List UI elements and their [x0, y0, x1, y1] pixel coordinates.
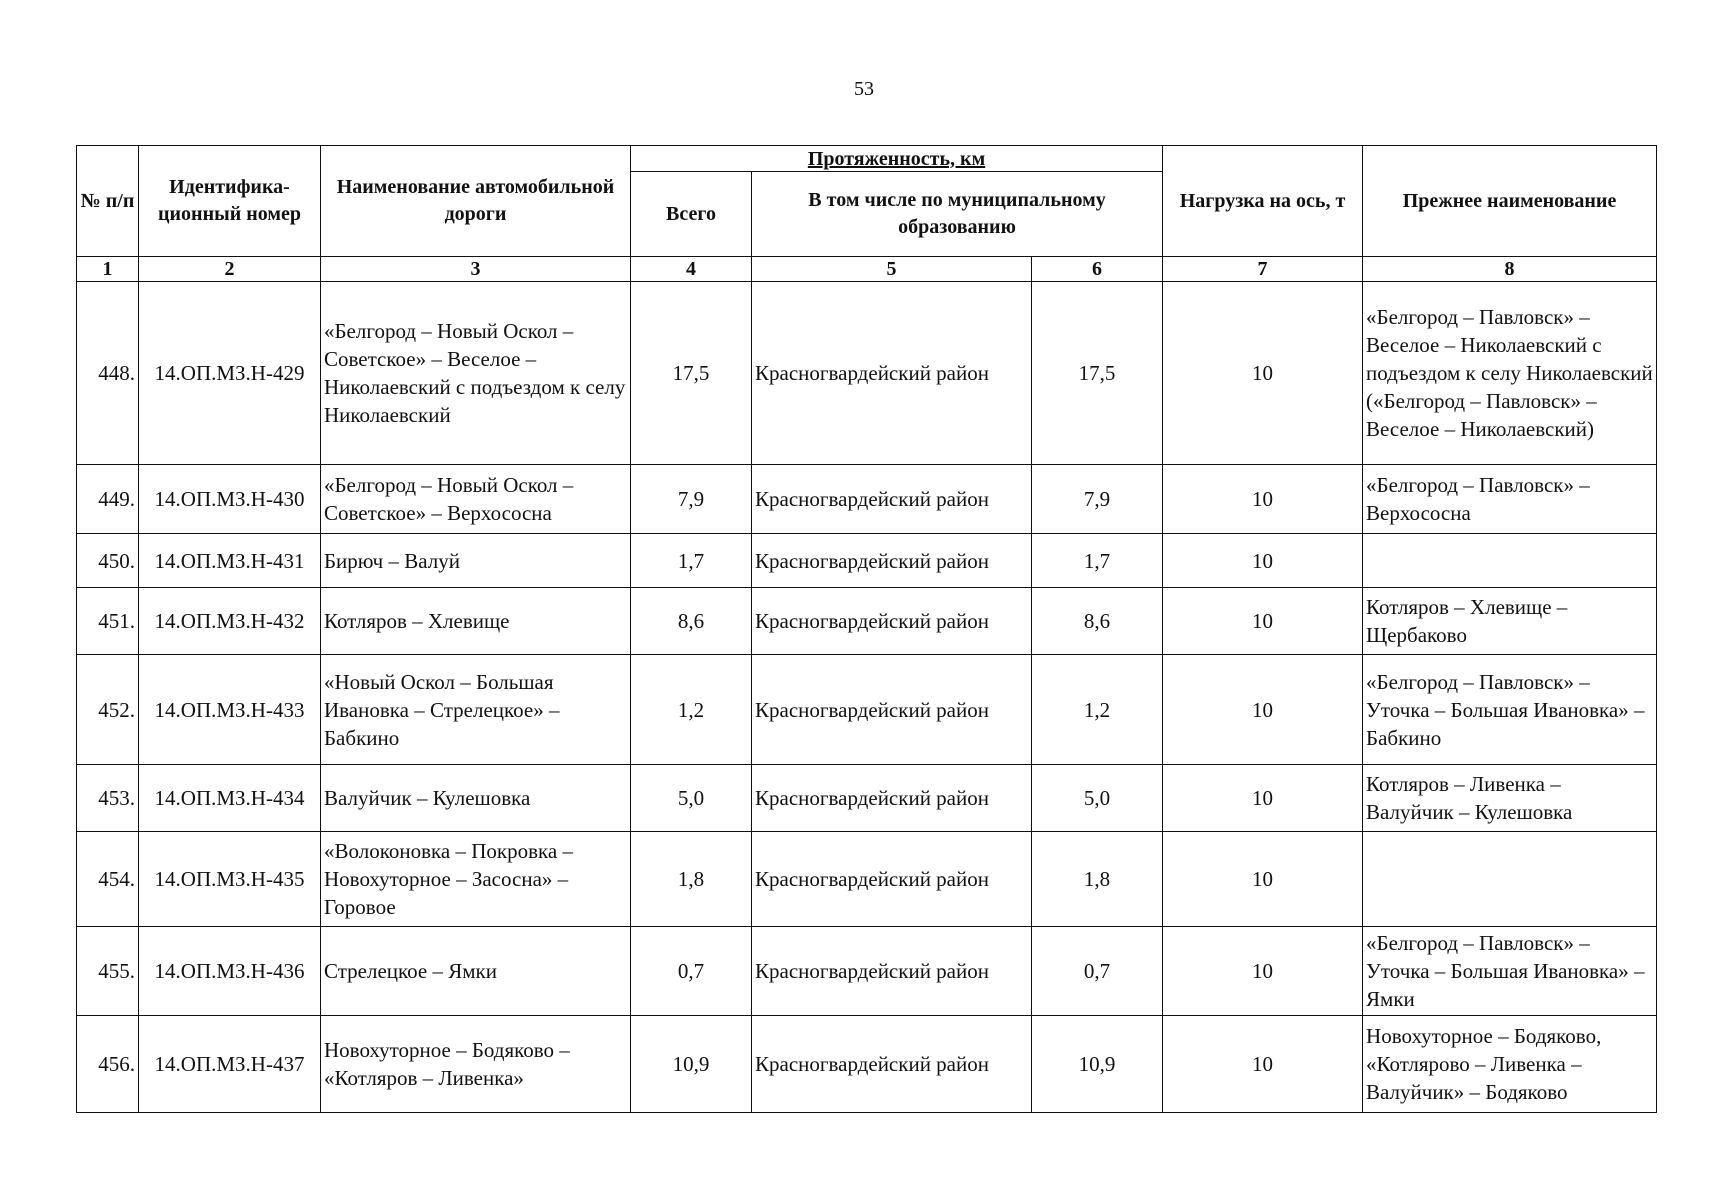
axle-load: 10 [1163, 588, 1363, 655]
former-name [1363, 534, 1657, 588]
row-number: 448. [77, 282, 139, 465]
header-num: № п/п [77, 146, 139, 257]
axle-load: 10 [1163, 1016, 1363, 1113]
district-name: Красногвардейский район [752, 832, 1032, 927]
row-number: 456. [77, 1016, 139, 1113]
road-id: 14.ОП.МЗ.Н-434 [139, 765, 321, 832]
axle-load: 10 [1163, 832, 1363, 927]
column-number: 1 [77, 257, 139, 282]
road-id: 14.ОП.МЗ.Н-430 [139, 465, 321, 534]
former-name: Новохуторное – Бодяково, «Котлярово – Ливенка – Валуйчик» – Бодяково [1363, 1016, 1657, 1113]
header-id: Идентифика-ционный номер [139, 146, 321, 257]
district-length: 1,8 [1032, 832, 1163, 927]
row-number: 453. [77, 765, 139, 832]
road-name: Котляров – Хлевище [321, 588, 631, 655]
district-name: Красногвардейский район [752, 282, 1032, 465]
length-total: 0,7 [631, 927, 752, 1016]
district-length: 10,9 [1032, 1016, 1163, 1113]
row-number: 454. [77, 832, 139, 927]
district-length: 7,9 [1032, 465, 1163, 534]
header-length-group: Протяженность, км [631, 146, 1163, 172]
district-length: 8,6 [1032, 588, 1163, 655]
header-total: Всего [631, 172, 752, 257]
table-row [77, 927, 1657, 1016]
road-name: «Волоконовка – Покровка – Новохуторное – Засосна» – Горовое [321, 832, 631, 927]
district-name: Красногвардейский район [752, 765, 1032, 832]
column-number: 5 [752, 257, 1032, 282]
length-total: 10,9 [631, 1016, 752, 1113]
roads-table [76, 145, 1657, 1113]
former-name: «Белгород – Павловск» – Верхососна [1363, 465, 1657, 534]
table-row [77, 465, 1657, 534]
table-row [77, 534, 1657, 588]
length-total: 1,8 [631, 832, 752, 927]
axle-load: 10 [1163, 282, 1363, 465]
road-id: 14.ОП.МЗ.Н-429 [139, 282, 321, 465]
table-row [77, 655, 1657, 765]
road-name: «Белгород – Новый Оскол – Советское» – Веселое – Николаевский с подъездом к селу Николаевский [321, 282, 631, 465]
row-number: 450. [77, 534, 139, 588]
former-name: «Белгород – Павловск» – Веселое – Николаевский с подъездом к селу Николаевский («Белгород – Павловск» – Веселое – Николаевский) [1363, 282, 1657, 465]
road-id: 14.ОП.МЗ.Н-431 [139, 534, 321, 588]
district-name: Красногвардейский район [752, 534, 1032, 588]
district-name: Красногвардейский район [752, 465, 1032, 534]
table-row [77, 1016, 1657, 1113]
table-row [77, 588, 1657, 655]
former-name: Котляров – Хлевище – Щербаково [1363, 588, 1657, 655]
table-row [77, 765, 1657, 832]
road-name: Стрелецкое – Ямки [321, 927, 631, 1016]
row-number: 451. [77, 588, 139, 655]
district-length: 1,2 [1032, 655, 1163, 765]
road-name: Валуйчик – Кулешовка [321, 765, 631, 832]
length-total: 7,9 [631, 465, 752, 534]
length-total: 8,6 [631, 588, 752, 655]
district-length: 0,7 [1032, 927, 1163, 1016]
axle-load: 10 [1163, 534, 1363, 588]
column-number: 7 [1163, 257, 1363, 282]
district-length: 5,0 [1032, 765, 1163, 832]
length-total: 1,7 [631, 534, 752, 588]
header-axle-load: Нагрузка на ось, т [1163, 146, 1363, 257]
length-total: 5,0 [631, 765, 752, 832]
road-id: 14.ОП.МЗ.Н-433 [139, 655, 321, 765]
axle-load: 10 [1163, 655, 1363, 765]
column-number: 8 [1363, 257, 1657, 282]
road-name: Бирюч – Валуй [321, 534, 631, 588]
district-length: 17,5 [1032, 282, 1163, 465]
road-name: Новохуторное – Бодяково – «Котляров – Ливенка» [321, 1016, 631, 1113]
former-name [1363, 832, 1657, 927]
road-name: «Белгород – Новый Оскол – Советское» – Верхососна [321, 465, 631, 534]
table-row [77, 832, 1657, 927]
district-length: 1,7 [1032, 534, 1163, 588]
column-number: 4 [631, 257, 752, 282]
header-former-name: Прежнее наименование [1363, 146, 1657, 257]
column-number: 6 [1032, 257, 1163, 282]
former-name: Котляров – Ливенка – Валуйчик – Кулешовка [1363, 765, 1657, 832]
district-name: Красногвардейский район [752, 655, 1032, 765]
table-row [77, 282, 1657, 465]
axle-load: 10 [1163, 927, 1363, 1016]
row-number: 449. [77, 465, 139, 534]
column-number: 2 [139, 257, 321, 282]
road-name: «Новый Оскол – Большая Ивановка – Стрелецкое» – Бабкино [321, 655, 631, 765]
column-number: 3 [321, 257, 631, 282]
header-municipal: В том числе по муниципальному образованию [752, 172, 1163, 257]
road-id: 14.ОП.МЗ.Н-437 [139, 1016, 321, 1113]
row-number: 452. [77, 655, 139, 765]
length-total: 1,2 [631, 655, 752, 765]
axle-load: 10 [1163, 765, 1363, 832]
row-number: 455. [77, 927, 139, 1016]
axle-load: 10 [1163, 465, 1363, 534]
district-name: Красногвардейский район [752, 1016, 1032, 1113]
district-name: Красногвардейский район [752, 588, 1032, 655]
road-id: 14.ОП.МЗ.Н-435 [139, 832, 321, 927]
former-name: «Белгород – Павловск» – Уточка – Большая Ивановка» – Бабкино [1363, 655, 1657, 765]
column-numbers-row [77, 257, 1657, 282]
district-name: Красногвардейский район [752, 927, 1032, 1016]
road-id: 14.ОП.МЗ.Н-436 [139, 927, 321, 1016]
header-road-name: Наименование автомобильной дороги [321, 146, 631, 257]
page-number: 53 [854, 78, 874, 100]
length-total: 17,5 [631, 282, 752, 465]
road-id: 14.ОП.МЗ.Н-432 [139, 588, 321, 655]
former-name: «Белгород – Павловск» – Уточка – Большая Ивановка» – Ямки [1363, 927, 1657, 1016]
